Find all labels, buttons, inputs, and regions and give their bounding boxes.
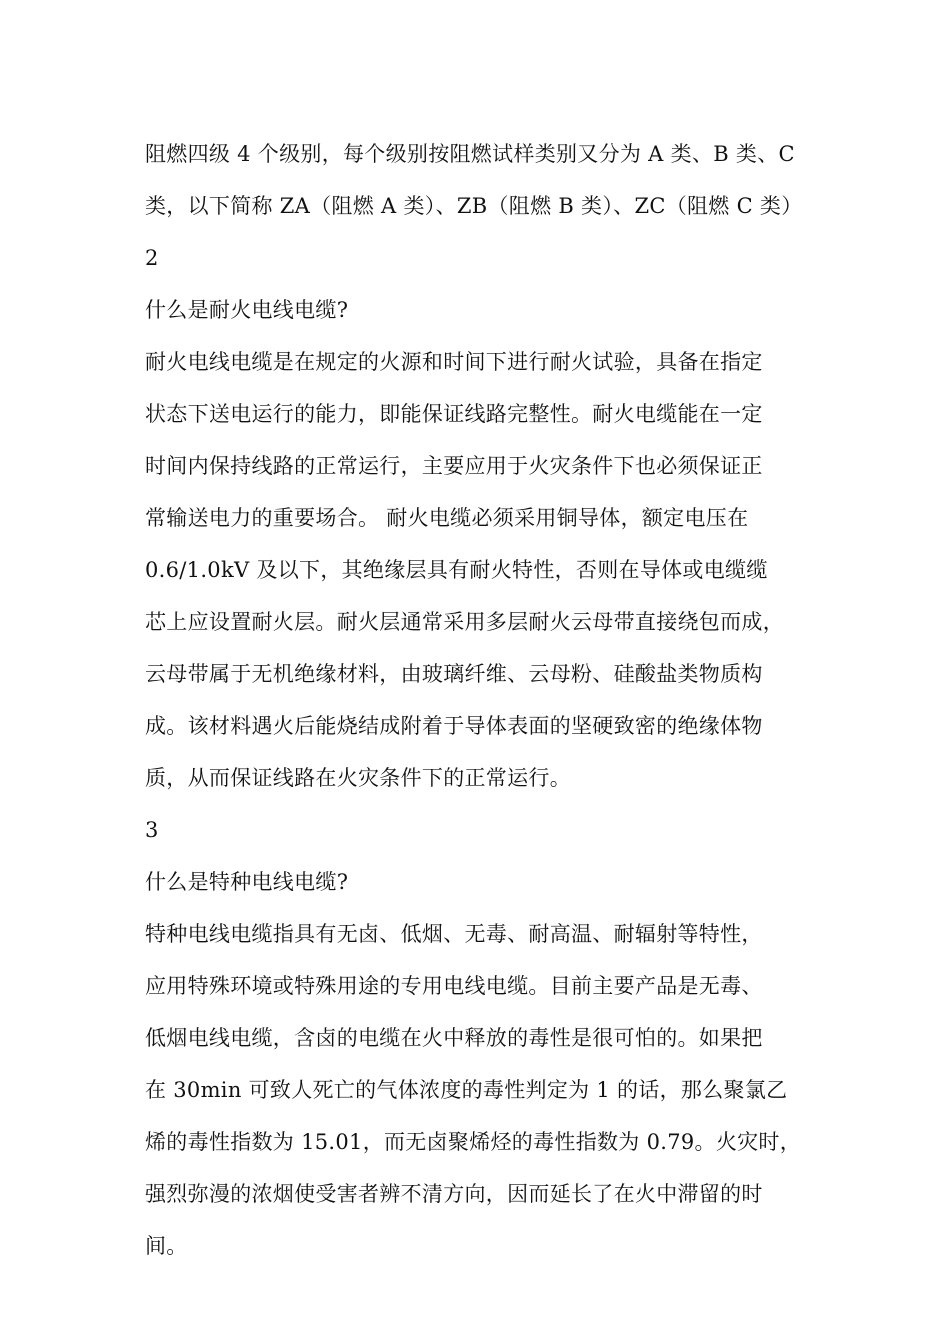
- text-line: 间。: [145, 1234, 188, 1258]
- text-line: 特种电线电缆指具有无卤、低烟、无毒、耐高温、耐辐射等特性，: [145, 922, 763, 946]
- text-line: 类，以下简称 ZA（阻燃 A 类）、ZB（阻燃 B 类）、ZC（阻燃 C 类）: [145, 194, 803, 218]
- text-line: 0.6/1.0kV 及以下，其绝缘层具有耐火特性，否则在导体或电缆缆: [145, 558, 768, 582]
- section-number: 2: [145, 246, 159, 270]
- text-line: 低烟电线电缆，含卤的电缆在火中释放的毒性是很可怕的。如果把: [145, 1026, 763, 1050]
- document-body: [145, 128, 807, 1272]
- text-line: 时间内保持线路的正常运行，主要应用于火灾条件下也必须保证正: [145, 454, 763, 478]
- text-line: 状态下送电运行的能力，即能保证线路完整性。耐火电缆能在一定: [145, 402, 763, 426]
- text-line: 成。该材料遇火后能烧结成附着于导体表面的坚硬致密的绝缘体物: [145, 714, 763, 738]
- text-line: 云母带属于无机绝缘材料，由玻璃纤维、云母粉、硅酸盐类物质构: [145, 662, 763, 686]
- text-line: 芯上应设置耐火层。耐火层通常采用多层耐火云母带直接绕包而成，: [145, 610, 784, 634]
- text-line: 应用特殊环境或特殊用途的专用电线电缆。目前主要产品是无毒、: [145, 974, 763, 998]
- text-line: 阻燃四级 4 个级别，每个级别按阻燃试样类别又分为 A 类、B 类、C: [145, 142, 795, 166]
- section-heading: 什么是特种电线电缆?: [145, 870, 349, 894]
- text-line: 在 30min 可致人死亡的气体浓度的毒性判定为 1 的话，那么聚氯乙: [145, 1078, 788, 1102]
- text-line: 常输送电力的重要场合。 耐火电缆必须采用铜导体，额定电压在: [145, 506, 749, 530]
- section-heading: 什么是耐火电线电缆?: [145, 298, 349, 322]
- section-number: 3: [145, 818, 159, 842]
- text-line: 烯的毒性指数为 15.01，而无卤聚烯烃的毒性指数为 0.79。火灾时，: [145, 1130, 802, 1154]
- text-line: 耐火电线电缆是在规定的火源和时间下进行耐火试验，具备在指定: [145, 350, 763, 374]
- text-line: 强烈弥漫的浓烟使受害者辨不清方向，因而延长了在火中滞留的时: [145, 1182, 763, 1206]
- text-line: 质，从而保证线路在火灾条件下的正常运行。: [145, 766, 571, 790]
